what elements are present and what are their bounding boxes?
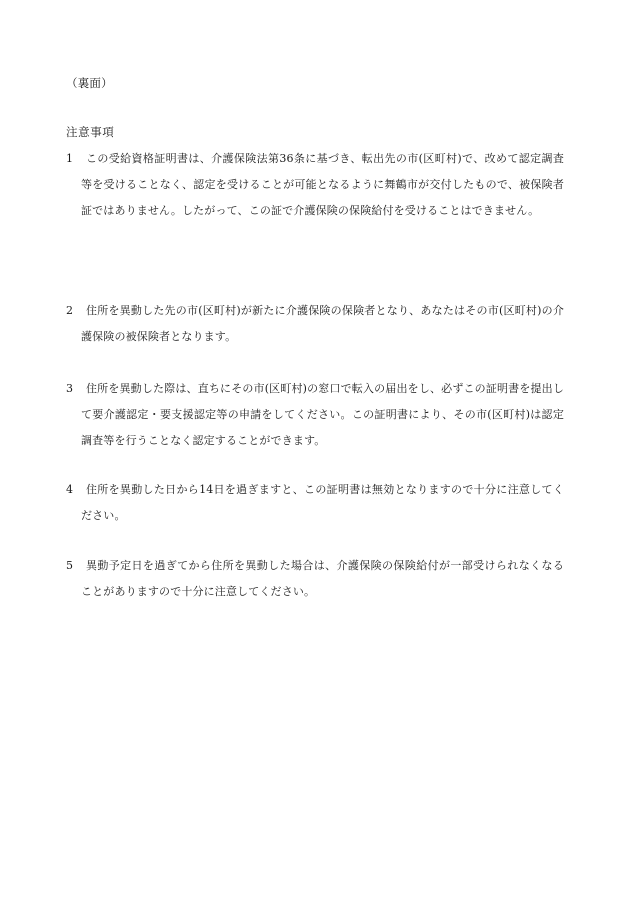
notice-item-text: 住所を異動した際は、直ちにその市(区町村)の窓口で転入の届出をし、必ずこの証明書を提出して要介護認定・要支援認定等の申請をしてください。この証明書により、その市(区町村)は認定調査等を行うことなく認定することができます。 [81,382,564,447]
notice-item-text: 住所を異動した日から14日を過ぎますと、この証明書は無効となりますので十分に注意してください。 [81,483,564,522]
notice-item-number: 3 [66,382,73,395]
back-side-label: （裏面） [66,76,113,90]
notice-item-number: 4 [66,483,73,496]
notice-item-number: 1 [66,152,73,165]
notes-title: 注意事項 [66,125,115,139]
notice-item-number: 5 [66,559,73,572]
notice-item-number: 2 [66,304,73,317]
notice-item-5 [66,553,564,605]
notice-item-3 [66,376,564,454]
notice-item-4 [66,477,564,529]
notice-item-text: 異動予定日を過ぎてから住所を異動した場合は、介護保険の保険給付が一部受けられなくなることがありますので十分に注意してください。 [81,559,564,598]
notice-item-text: この受給資格証明書は、介護保険法第36条に基づき、転出先の市(区町村)で、改めて認定調査等を受けることなく、認定を受けることが可能となるように舞鶴市が交付したもので、被保険者証ではありません。したがって、この証で介護保険の保険給付を受けることはできません。 [81,152,564,217]
notice-item-2 [66,298,564,350]
notice-item-text: 住所を異動した先の市(区町村)が新たに介護保険の保険者となり、あなたはその市(区町村)の介護保険の被保険者となります。 [81,304,564,343]
notice-item-1 [66,146,564,224]
